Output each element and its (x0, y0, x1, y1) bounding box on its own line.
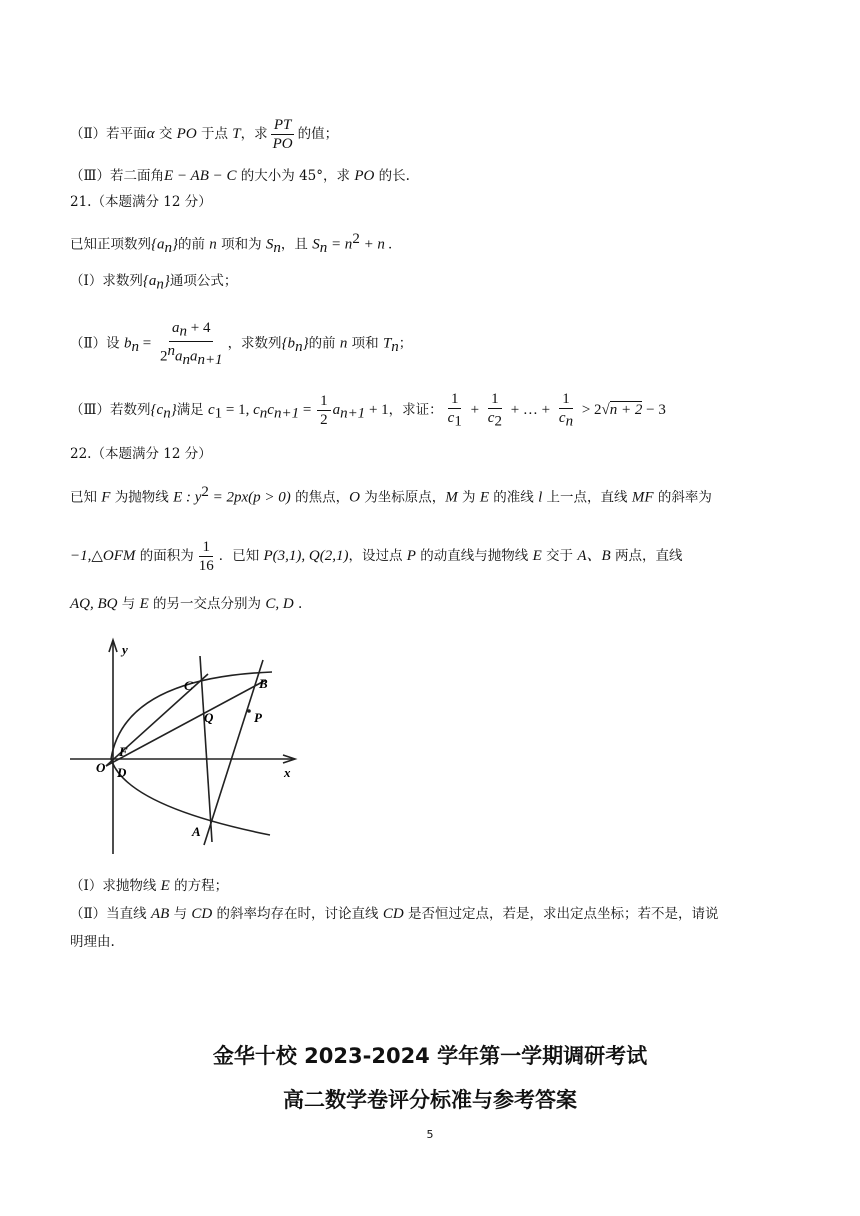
line-ab-real (204, 660, 263, 845)
sqrt-sign: √ (601, 401, 610, 418)
label-d: D (117, 765, 127, 780)
label-y: y (122, 642, 128, 657)
point-p (247, 709, 251, 713)
sum-term-n: $\frac{1}{c_n}$ (558, 391, 574, 430)
q22-line1: 已知 F 为抛物线 E : $y^2 = 2px(p > 0)$ 的焦点，O 为坐标原点，M 为 E 的准线 l 上一点，直线 MF 的斜率为 (70, 484, 712, 506)
q21-part2: （Ⅱ）设 $b_n$ = $\frac{a_n + 4}{2^na_na_{n+1}}$ ，求数列$\{b_n\}$的前 n 项和 $T_n$； (70, 320, 413, 368)
area-fraction: $\frac{1}{16}$ (198, 539, 214, 574)
sum-term-2: $\frac{1}{c_2}$ (487, 391, 502, 430)
q21-part1: （Ⅰ）求数列$\{a_n\}$通项公式； (70, 273, 238, 293)
parabola-figure (66, 636, 306, 866)
answers-title-1: 金华十校 2023-2024 学年第一学期调研考试 (212, 1044, 648, 1068)
label-x: x (284, 765, 291, 780)
line-ca (200, 656, 212, 842)
label-p: P (254, 710, 262, 725)
q21-stem: 已知正项数列$\{a_n\}$的前 n 项和为 $S_n$，且 $S_n = n^2 + n$ . (70, 231, 393, 257)
q22-header: 22.（本题满分 12 分） (70, 446, 212, 462)
pt-po-fraction: $\frac{PT}{PO}$ (272, 117, 293, 152)
bn-fraction: $\frac{a_n + 4}{2^na_na_{n+1}}$ (159, 320, 223, 368)
q22-part2-cont: 明理由. (70, 934, 115, 950)
q21-part3: （Ⅲ）若数列$\{c_n\}$满足 $c_1 = 1$, $c_nc_{n+1}$ = $\frac{1}{2}$ $a_{n+1} + 1$，求证： $\frac{1}{c_1}$ + $\frac{1}{c_2}$ + … + $\frac{1}{c_n}$ > 2√n + 2 − 3 (70, 391, 666, 430)
q20-part3: （Ⅲ）若二面角E − AB − C 的大小为 45°，求 PO 的长. (70, 168, 410, 184)
page-number: 5 (426, 1128, 434, 1141)
q20-part2: （Ⅱ）若平面α 交 PO 于点 T，求 $\frac{PT}{PO}$ 的值； (70, 117, 339, 152)
q22-line2: −1,△OFM 的面积为 $\frac{1}{16}$ ．已知 P(3,1), Q(2,1)，设过点 P 的动直线与抛物线 E 交于 A、B 两点，直线 (70, 539, 683, 574)
answers-title-2: 高二数学卷评分标准与参考答案 (283, 1088, 577, 1112)
label-q: Q (204, 710, 214, 725)
label-f: F (119, 744, 128, 759)
label-a: A (192, 824, 201, 839)
sum-term-1: $\frac{1}{c_1}$ (447, 391, 462, 430)
half-fraction: $\frac{1}{2}$ (317, 392, 331, 429)
q22-line3: AQ, BQ 与 E 的另一交点分别为 C, D . (70, 596, 303, 612)
label-c: C (184, 678, 193, 693)
label-o: O (96, 760, 106, 775)
q21-header: 21.（本题满分 12 分） (70, 194, 212, 210)
q22-part2: （Ⅱ）当直线 AB 与 CD 的斜率均存在时，讨论直线 CD 是否恒过定点，若是，求出定点坐标；若不是，请说 (70, 906, 719, 922)
parabola-curve (111, 672, 272, 835)
label-b: B (259, 676, 268, 691)
q22-part1: （Ⅰ）求抛物线 E 的方程； (70, 878, 229, 894)
